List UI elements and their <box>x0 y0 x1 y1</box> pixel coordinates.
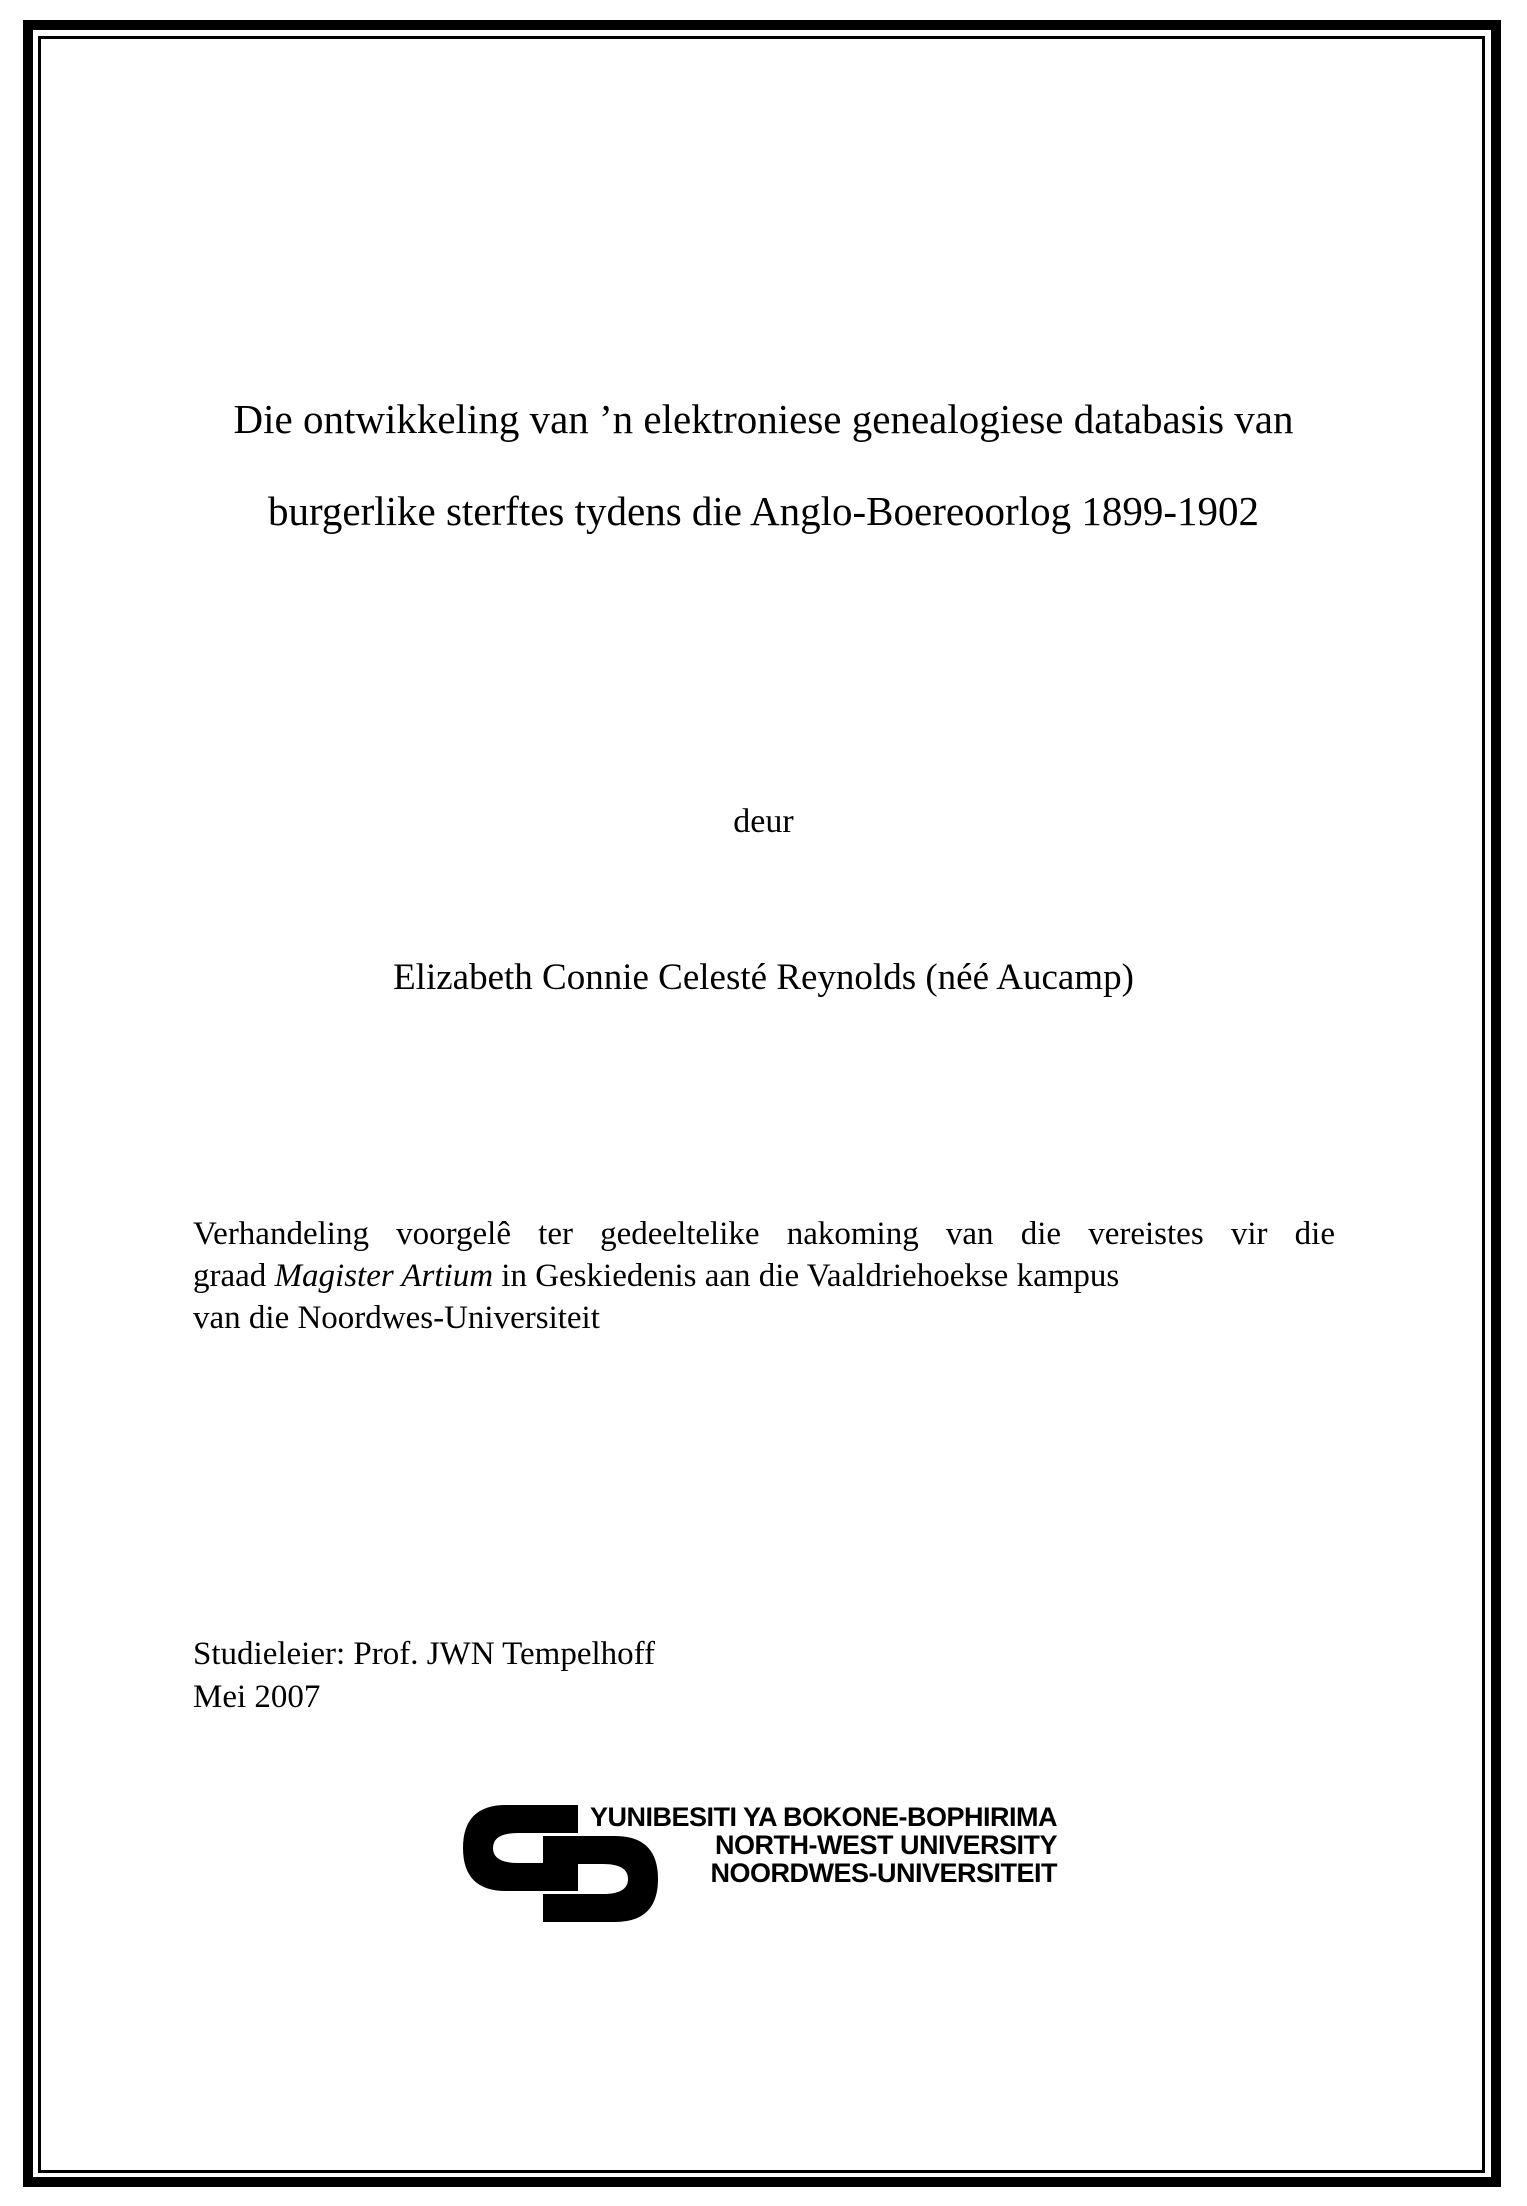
author-name: Elizabeth Connie Celesté Reynolds (néé Aucamp) <box>393 957 1134 998</box>
statement-line1: Verhandeling voorgelê ter gedeeltelike nakoming van die vereistes vir die <box>193 1216 1335 1252</box>
byline: deur <box>733 803 794 840</box>
statement-line2 <box>193 1255 1335 1297</box>
university-name-block <box>590 1803 1057 1887</box>
thesis-title <box>0 373 1527 557</box>
thesis-statement <box>193 1213 1335 1339</box>
degree-name: Magister Artium <box>274 1258 494 1294</box>
statement-line3: van die Noordwes-Universiteit <box>193 1300 600 1336</box>
supervisor-block <box>193 1633 655 1719</box>
statement-line2-prefix: graad <box>193 1258 275 1294</box>
statement-line2-suffix: in Geskiedenis aan die Vaaldriehoekse kampus <box>493 1258 1120 1294</box>
university-name-afrikaans: NOORDWES-UNIVERSITEIT <box>710 1858 1057 1888</box>
thesis-title-line1: Die ontwikkeling van ’n elektroniese genealogiese databasis van <box>233 396 1294 442</box>
date-line: Mei 2007 <box>193 1679 321 1715</box>
university-name-setswana: YUNIBESITI YA BOKONE-BOPHIRIMA <box>589 1802 1057 1832</box>
supervisor-line: Studieleier: Prof. JWN Tempelhoff <box>193 1636 656 1672</box>
thesis-title-line2: burgerlike sterftes tydens die Anglo-Boereoorlog 1899-1902 <box>267 488 1259 534</box>
university-name-english: NORTH-WEST UNIVERSITY <box>714 1830 1057 1860</box>
